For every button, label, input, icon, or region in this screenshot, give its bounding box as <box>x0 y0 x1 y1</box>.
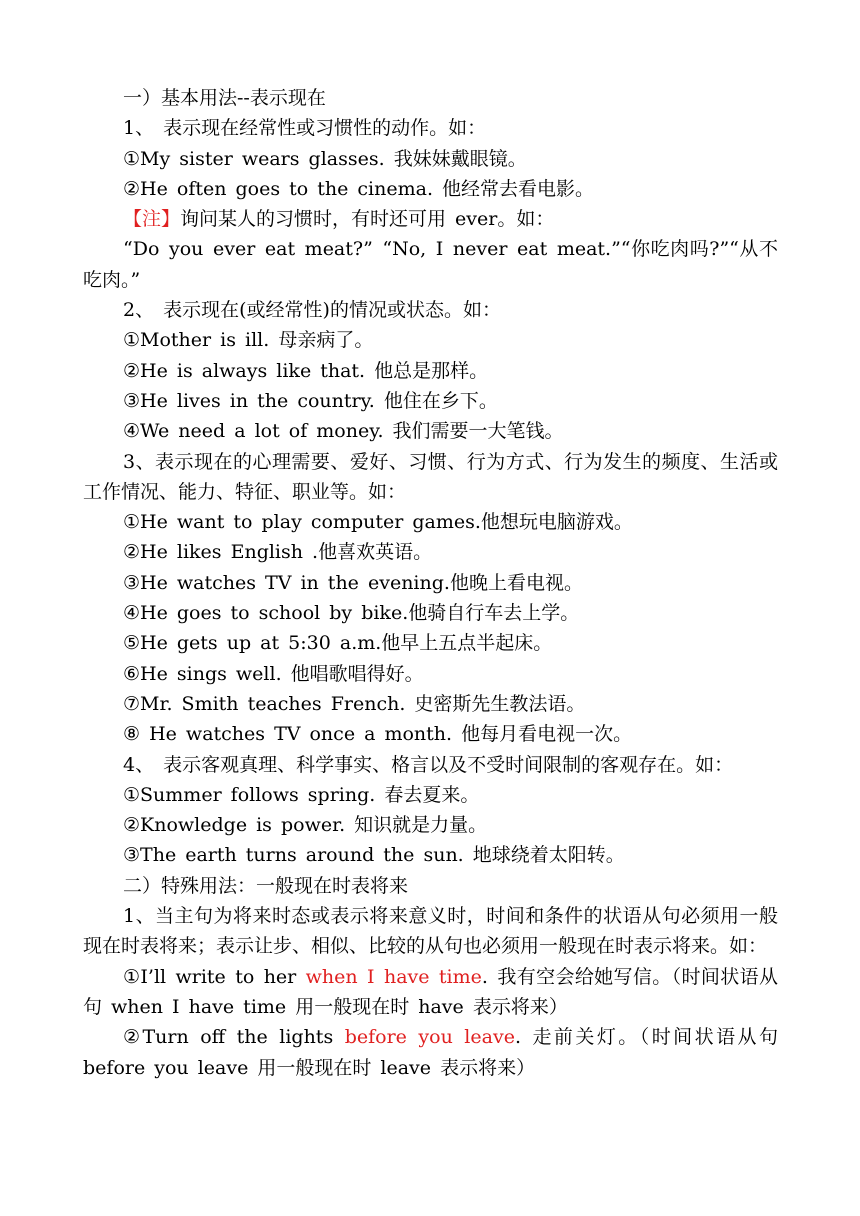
note-tag: 【注】 <box>123 208 181 231</box>
example-text: ①I’ll write to her <box>123 965 306 988</box>
example-line: ②He likes English .他喜欢英语。 <box>123 541 433 564</box>
example-line: ③He lives in the country. 他住在乡下。 <box>123 389 498 412</box>
section-2-title: 二）特殊用法：一般现在时表将来 <box>123 874 409 897</box>
example-line: ④He goes to school by bike.他骑自行车去上学。 <box>123 602 580 625</box>
example-line: ⑤He gets up at 5:30 a.m.他早上五点半起床。 <box>123 632 553 655</box>
example-line: ②Knowledge is power. 知识就是力量。 <box>123 814 488 837</box>
example-line: ③The earth turns around the sun. 地球绕着太阳转。 <box>123 844 625 867</box>
section-1-title: 一）基本用法--表示现在 <box>123 87 326 109</box>
heading-4: 4、 表示客观真理、科学事实、格言以及不受时间限制的客观存在。如： <box>123 753 734 776</box>
example-line: ①Mother is ill. 母亲病了。 <box>123 329 374 352</box>
heading-2: 2、 表示现在(或经常性)的情况或状态。如： <box>123 299 501 322</box>
note-line <box>83 204 778 234</box>
note-text: 询问某人的习惯时，有时还可用 ever。如： <box>180 208 555 231</box>
example-line: ②He often goes to the cinema. 他经常去看电影。 <box>123 177 595 200</box>
example-line: ④We need a lot of money. 我们需要一大笔钱。 <box>123 420 564 443</box>
example-text: . 走前关灯。（时间状语从句 before you leave 用一般现在时 leave 表示将来） <box>83 1026 778 1079</box>
heading-3: 3、表示现在的心理需要、爱好、习惯、行为方式、行为发生的频度、生活或工作情况、能力、特征、职业等。如： <box>83 450 778 503</box>
example-line: ③He watches TV in the evening.他晚上看电视。 <box>123 571 583 594</box>
example-line: ⑦Mr. Smith teaches French. 史密斯先生教法语。 <box>123 692 586 715</box>
example-line: ⑥He sings well. 他唱歌唱得好。 <box>123 662 424 685</box>
example-line: ①Summer follows spring. 春去夏来。 <box>123 783 480 806</box>
example-line: ①He want to play computer games.他想玩电脑游戏。 <box>123 511 633 534</box>
note-example: “Do you ever eat meat?” “No, I never eat meat.”“你吃肉吗?”“从不吃肉。” <box>83 238 778 291</box>
example-text: . 我有空会给她写信。（时间状语从句 when I have time 用一般现在时 have 表示将来） <box>83 965 778 1018</box>
example-line: ②He is always like that. 他总是那样。 <box>123 359 489 382</box>
heading-1: 1、 表示现在经常性或习惯性的动作。如： <box>123 117 487 140</box>
example-line <box>83 1022 778 1083</box>
example-line <box>83 962 778 1023</box>
example-text: ②Turn off the lights <box>123 1026 345 1049</box>
example-line: ⑧ He watches TV once a month. 他每月看电视一次。 <box>123 723 633 746</box>
heading-5: 1、当主句为将来时态或表示将来意义时，时间和条件的状语从句必须用一般现在时表将来；表示让步、相似、比较的从句也必须用一般现在时表示将来。如： <box>83 905 778 958</box>
highlighted-clause: when I have time <box>305 965 482 988</box>
highlighted-clause: before you leave <box>344 1026 515 1049</box>
example-line: ①My sister wears glasses. 我妹妹戴眼镜。 <box>123 147 527 170</box>
